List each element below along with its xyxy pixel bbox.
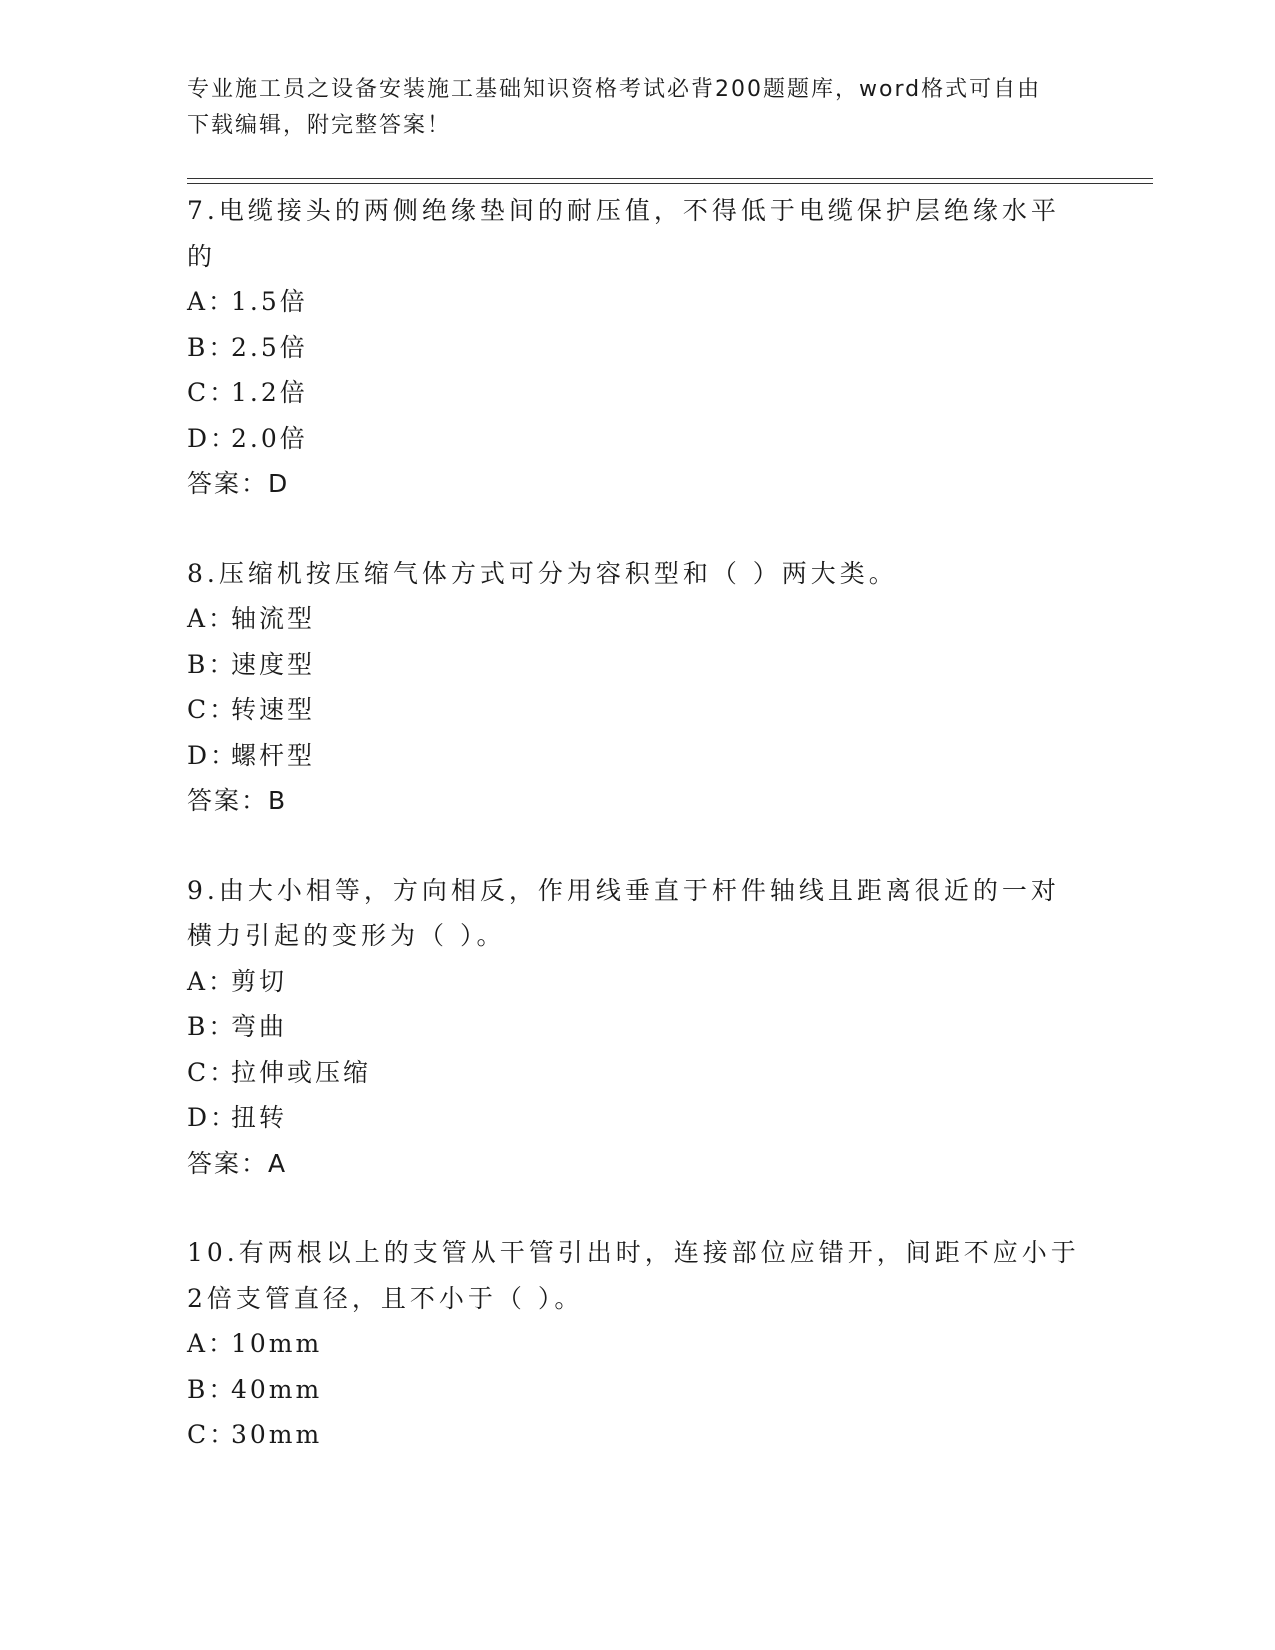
option-text: 弯曲 xyxy=(231,1012,288,1041)
option-a xyxy=(187,1321,1087,1367)
answer-label: 答案：B xyxy=(187,786,288,815)
header-divider-top xyxy=(187,178,1153,179)
option-a xyxy=(187,959,1087,1005)
option-text: 2.0倍 xyxy=(231,423,308,453)
question-stem xyxy=(187,551,1087,597)
option-letter: D： xyxy=(187,740,239,770)
option-text: 扭转 xyxy=(231,1103,288,1132)
option-letter: A： xyxy=(187,966,237,996)
option-c xyxy=(187,1412,1087,1458)
question-stem xyxy=(187,1230,1087,1321)
question-stem-line-2: 横力引起的变形为（ ）。 xyxy=(187,921,506,950)
question-stem-line-1: 7.电缆接头的两侧绝缘垫间的耐压值，不得低于电缆保护层绝缘水平 xyxy=(187,196,1060,225)
option-letter: A： xyxy=(187,604,237,633)
option-c xyxy=(187,687,1087,733)
option-c xyxy=(187,370,1087,416)
option-letter: B： xyxy=(187,1012,237,1041)
question-list xyxy=(187,188,1087,1502)
option-b xyxy=(187,1367,1087,1413)
question-9 xyxy=(187,868,1087,1187)
option-letter: B： xyxy=(187,332,237,362)
option-text: 1.5倍 xyxy=(231,287,308,316)
option-letter: C： xyxy=(187,378,238,407)
option-letter: C： xyxy=(187,695,238,724)
question-7 xyxy=(187,188,1087,507)
header-divider-bottom xyxy=(187,183,1153,184)
option-c xyxy=(187,1050,1087,1096)
option-text: 2.5倍 xyxy=(231,332,308,362)
question-10 xyxy=(187,1230,1087,1458)
option-text: 转速型 xyxy=(231,695,316,724)
option-text: 速度型 xyxy=(231,649,316,679)
question-stem-line-1: 9.由大小相等，方向相反，作用线垂直于杆件轴线且距离很近的一对 xyxy=(187,875,1060,905)
option-letter: B： xyxy=(187,649,237,679)
option-text: 30mm xyxy=(231,1420,323,1449)
option-b xyxy=(187,642,1087,688)
option-d xyxy=(187,416,1087,462)
option-d xyxy=(187,733,1087,779)
option-text: 轴流型 xyxy=(231,604,316,633)
option-a xyxy=(187,596,1087,642)
option-letter: C： xyxy=(187,1420,238,1449)
option-a xyxy=(187,279,1087,325)
option-letter: D： xyxy=(187,423,239,453)
option-letter: C： xyxy=(187,1057,238,1087)
header-line-2: 下载编辑，附完整答案！ xyxy=(187,113,452,138)
option-d xyxy=(187,1095,1087,1141)
option-letter: D： xyxy=(187,1103,239,1132)
question-stem xyxy=(187,868,1087,959)
option-text: 剪切 xyxy=(231,966,288,996)
question-stem-line-1: 10.有两根以上的支管从干管引出时，连接部位应错开，间距不应小于 xyxy=(187,1238,1080,1267)
option-text: 1.2倍 xyxy=(231,378,308,407)
option-b xyxy=(187,325,1087,371)
question-stem-line-1: 8.压缩机按压缩气体方式可分为容积型和（ ）两大类。 xyxy=(187,558,898,588)
question-8 xyxy=(187,551,1087,824)
option-text: 拉伸或压缩 xyxy=(231,1057,372,1087)
header-line-1: 专业施工员之设备安装施工基础知识资格考试必背200题题库，word格式可自由 xyxy=(187,77,1042,102)
option-letter: B： xyxy=(187,1374,237,1404)
answer-label: 答案：A xyxy=(187,1148,288,1178)
option-letter: A： xyxy=(187,287,237,316)
question-stem-line-2: 的 xyxy=(187,241,217,271)
option-letter: A： xyxy=(187,1329,237,1358)
question-stem xyxy=(187,188,1087,279)
question-stem-line-2: 2倍支管直径，且不小于（ ）。 xyxy=(187,1283,584,1313)
option-text: 40mm xyxy=(231,1374,323,1404)
document-header xyxy=(187,72,1067,144)
option-text: 螺杆型 xyxy=(231,740,316,770)
option-b xyxy=(187,1004,1087,1050)
option-text: 10mm xyxy=(231,1329,323,1358)
answer-label: 答案：D xyxy=(187,469,290,498)
